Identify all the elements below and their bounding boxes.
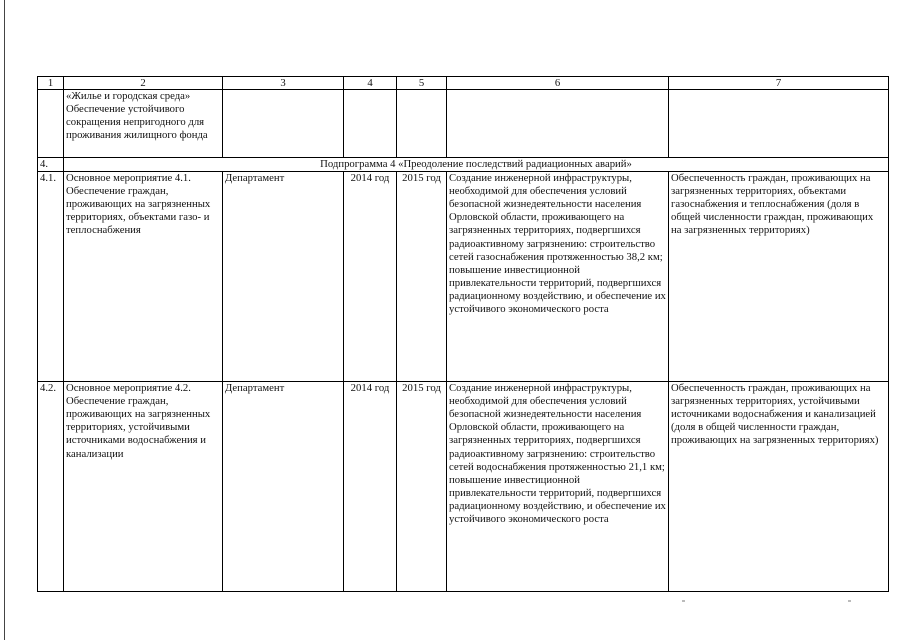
subprogram-number: 4. xyxy=(38,158,64,172)
row-number: 4.2. xyxy=(38,382,64,592)
col-header-1: 1 xyxy=(38,77,64,90)
activity-name: Основное мероприятие 4.1. Обеспечение граждан, проживающих на загрязненных территориях, объектами газо- и теплоснабжения xyxy=(64,172,223,382)
end-year: 2015 год xyxy=(397,382,447,592)
col-header-2: 2 xyxy=(64,77,223,90)
row-number: 4.1. xyxy=(38,172,64,382)
executor: Департамент xyxy=(223,172,344,382)
subprogram-row xyxy=(38,158,889,172)
column-numbers-row xyxy=(38,77,889,90)
scan-speck xyxy=(848,600,851,602)
end-year: 2015 год xyxy=(397,172,447,382)
scan-speck xyxy=(682,600,685,602)
table-row xyxy=(38,382,889,592)
col-header-7: 7 xyxy=(669,77,889,90)
expected-result: Создание инженерной инфраструктуры, необходимой для обеспечения условий безопасной жизнедеятельности населения Орловской области, проживающего на загрязненных территориях, подвергшихся радиоактивному загрязнению: строительство сетей газоснабжения протяженностью 38,2 км; повышение инвестиционной привлекательности территорий, подвергшихся радиационному воздействию, и обеспечение их устойчивого экономического роста xyxy=(447,172,669,382)
target-indicator: Обеспеченность граждан, проживающих на загрязненных территориях, объектами газоснабжения и теплоснабжения (доля в общей численности граждан, проживающих на загрязненных территориях) xyxy=(669,172,889,382)
continuation-name: «Жилье и городская среда» Обеспечение устойчивого сокращения непригодного для проживания жилищного фонда xyxy=(64,90,223,158)
page-margin-line xyxy=(4,0,5,640)
col-header-6: 6 xyxy=(447,77,669,90)
col-header-4: 4 xyxy=(344,77,397,90)
continuation-row xyxy=(38,90,889,158)
executor: Департамент xyxy=(223,382,344,592)
target-indicator: Обеспеченность граждан, проживающих на загрязненных территориях, устойчивыми источниками водоснабжения и канализацией (доля в общей численности граждан, проживающих на загрязненных территориях) xyxy=(669,382,889,592)
table-row xyxy=(38,172,889,382)
expected-result: Создание инженерной инфраструктуры, необходимой для обеспечения условий безопасной жизнедеятельности населения Орловской области, проживающего на загрязненных территориях, подвергшихся радиоактивному загрязнению: строительство сетей водоснабжения протяженностью 21,1 км; повышение инвестиционной привлекательности территорий, подвергшихся радиационному воздействию, и обеспечение их устойчивого экономического роста xyxy=(447,382,669,592)
activity-name: Основное мероприятие 4.2. Обеспечение граждан, проживающих на загрязненных территориях, устойчивыми источниками водоснабжения и канализации xyxy=(64,382,223,592)
col-header-5: 5 xyxy=(397,77,447,90)
col-header-3: 3 xyxy=(223,77,344,90)
subprogram-title: Подпрограмма 4 «Преодоление последствий радиационных аварий» xyxy=(64,158,889,172)
program-table xyxy=(37,76,889,592)
start-year: 2014 год xyxy=(344,382,397,592)
start-year: 2014 год xyxy=(344,172,397,382)
